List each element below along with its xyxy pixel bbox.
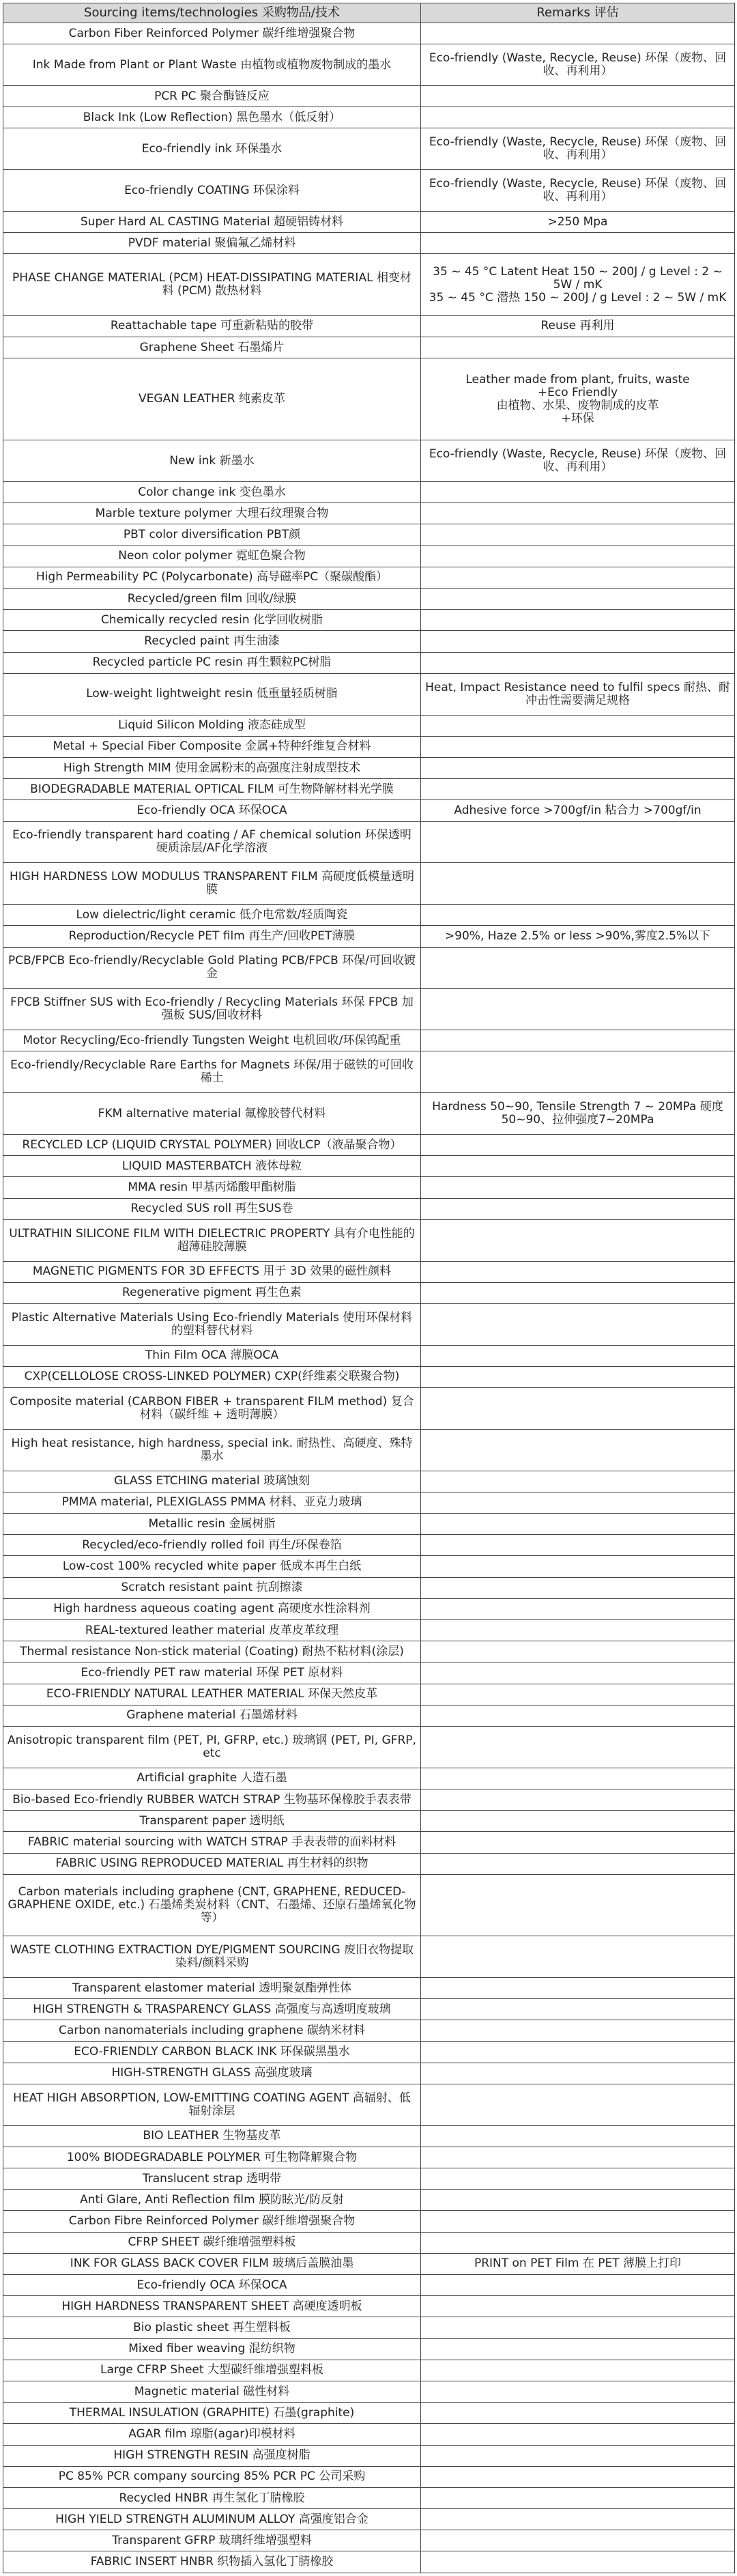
remarks-cell: Heat, Impact Resistance need to fulfil specs 耐热、耐冲击性需要满足规格 [421, 673, 735, 715]
sourcing-item-cell: Low dielectric/light ceramic 低介电常数/轻质陶瓷 [3, 905, 421, 926]
header-sourcing-items: Sourcing items/technologies 采购物品/技术 [3, 3, 421, 23]
table-row [3, 128, 735, 170]
table-row [3, 254, 735, 315]
remarks-cell [421, 1366, 735, 1387]
remarks-cell [421, 2424, 735, 2445]
sourcing-item-cell: HIGH-STRENGTH GLASS 高强度玻璃 [3, 2063, 421, 2084]
remarks-cell: Adhesive force >700gf/in 粘合力 >700gf/in [421, 800, 735, 821]
table-row [3, 1134, 735, 1155]
remarks-cell [421, 1198, 735, 1219]
remarks-cell [421, 482, 735, 503]
remarks-cell [421, 821, 735, 863]
remarks-cell: Eco-friendly (Waste, Recycle, Reuse) 环保（废物、回收、再利用） [421, 170, 735, 212]
table-row [3, 779, 735, 800]
remarks-cell [421, 1768, 735, 1789]
remarks-cell [421, 2338, 735, 2360]
table-row [3, 757, 735, 778]
remarks-cell [421, 589, 735, 610]
sourcing-item-cell: Neon color polymer 霓虹色聚合物 [3, 546, 421, 567]
remarks-cell [421, 2360, 735, 2381]
sourcing-item-cell: Liquid Silicon Molding 液态硅成型 [3, 715, 421, 736]
remarks-cell [421, 1345, 735, 1366]
remarks-cell [421, 1556, 735, 1577]
table-row [3, 2466, 735, 2487]
sourcing-item-cell: WASTE CLOTHING EXTRACTION DYE/PIGMENT SOURCING 废旧衣物提取染料/颜料采购 [3, 1936, 421, 1978]
remarks-cell: >250 Mpa [421, 212, 735, 233]
remarks-cell: 35 ~ 45 °C Latent Heat 150 ~ 200J / g Level : 2 ~ 5W / mK 35 ~ 45 °C 潜热 150 ~ 200J / g Level : 2 ~ 5W / mK [421, 254, 735, 315]
remarks-cell [421, 2147, 735, 2168]
table-row [3, 1198, 735, 1219]
sourcing-item-cell: PCR PC 聚合酶链反应 [3, 86, 421, 107]
sourcing-item-cell: Metal + Special Fiber Composite 金属+特种纤维复合材料 [3, 736, 421, 757]
remarks-cell [421, 1598, 735, 1619]
remarks-cell [421, 1705, 735, 1726]
table-row [3, 2551, 735, 2573]
sourcing-item-cell: INK FOR GLASS BACK COVER FILM 玻璃后盖膜油墨 [3, 2253, 421, 2274]
remarks-cell [421, 2041, 735, 2063]
table-row [3, 2509, 735, 2530]
sourcing-item-cell: MAGNETIC PIGMENTS FOR 3D EFFECTS 用于 3D 效果的磁性颜料 [3, 1261, 421, 1282]
sourcing-item-cell: Black Ink (Low Reflection) 黑色墨水（低反射） [3, 107, 421, 128]
table-row [3, 2445, 735, 2466]
table-row [3, 821, 735, 863]
remarks-cell [421, 233, 735, 254]
sourcing-item-cell: Carbon Fibre Reinforced Polymer 碳纤维增强聚合物 [3, 2211, 421, 2232]
table-row [3, 170, 735, 212]
sourcing-item-cell: ULTRATHIN SILICONE FILM WITH DIELECTRIC PROPERTY 具有介电性能的超薄硅胶薄膜 [3, 1219, 421, 1261]
sourcing-item-cell: VEGAN LEATHER 纯素皮革 [3, 358, 421, 440]
sourcing-table-container [3, 3, 734, 2573]
table-row [3, 1303, 735, 1345]
sourcing-item-cell: High Permeability PC (Polycarbonate) 高导磁率PC（聚碳酸酯） [3, 567, 421, 588]
sourcing-item-cell: FABRIC INSERT HNBR 织物插入氢化丁腈橡胶 [3, 2551, 421, 2573]
table-row [3, 2275, 735, 2296]
table-row [3, 44, 735, 86]
sourcing-item-cell: Thin Film OCA 薄膜OCA [3, 1345, 421, 1366]
table-row [3, 2041, 735, 2063]
remarks-cell [421, 1492, 735, 1513]
remarks-cell [421, 1535, 735, 1556]
sourcing-item-cell: Mixed fiber weaving 混纺织物 [3, 2338, 421, 2360]
table-row [3, 2168, 735, 2190]
sourcing-item-cell: HEAT HIGH ABSORPTION, LOW-EMITTING COATING AGENT 高辐射、低辐射涂层 [3, 2084, 421, 2125]
sourcing-item-cell: Recycled/green film 回收/绿膜 [3, 589, 421, 610]
sourcing-item-cell: Metallic resin 金属树脂 [3, 1514, 421, 1535]
sourcing-item-cell: HIGH STRENGTH & TRASPARENCY GLASS 高强度与高透明度玻璃 [3, 1999, 421, 2020]
remarks-cell [421, 2125, 735, 2147]
remarks-cell [421, 652, 735, 673]
remarks-cell [421, 2211, 735, 2232]
sourcing-item-cell: Transparent elastomer material 透明聚氨酯弹性体 [3, 1977, 421, 1998]
sourcing-item-cell: PMMA material, PLEXIGLASS PMMA 材料、亚克力玻璃 [3, 1492, 421, 1513]
table-row [3, 503, 735, 524]
remarks-cell [421, 86, 735, 107]
table-row [3, 1492, 735, 1513]
remarks-cell [421, 1662, 735, 1684]
remarks-cell [421, 715, 735, 736]
table-row [3, 440, 735, 482]
table-row [3, 1051, 735, 1093]
sourcing-item-cell: Bio plastic sheet 再生塑料板 [3, 2317, 421, 2338]
remarks-cell [421, 2317, 735, 2338]
table-row [3, 1535, 735, 1556]
sourcing-item-cell: Reproduction/Recycle PET film 再生产/回收PET薄膜 [3, 926, 421, 947]
sourcing-item-cell: BIODEGRADABLE MATERIAL OPTICAL FILM 可生物降解材料光学膜 [3, 779, 421, 800]
remarks-cell: Eco-friendly (Waste, Recycle, Reuse) 环保（废物、回收、再利用） [421, 440, 735, 482]
remarks-cell [421, 1641, 735, 1662]
table-row [3, 1768, 735, 1789]
remarks-cell [421, 1789, 735, 1810]
remarks-cell: >90%, Haze 2.5% or less >90%,雾度2.5%以下 [421, 926, 735, 947]
sourcing-item-cell: Eco-friendly transparent hard coating / AF chemical solution 环保透明硬质涂层/AF化学溶液 [3, 821, 421, 863]
table-row [3, 482, 735, 503]
table-row [3, 1832, 735, 1853]
sourcing-item-cell: Ink Made from Plant or Plant Waste 由植物或植物废物制成的墨水 [3, 44, 421, 86]
remarks-cell [421, 1977, 735, 1998]
sourcing-item-cell: Low-cost 100% recycled white paper 低成本再生白纸 [3, 1556, 421, 1577]
sourcing-item-cell: Recycled particle PC resin 再生颗粒PC树脂 [3, 652, 421, 673]
sourcing-item-cell: CFRP SHEET 碳纤维增强塑料板 [3, 2232, 421, 2253]
table-row [3, 315, 735, 337]
sourcing-item-cell: Graphene Sheet 石墨烯片 [3, 337, 421, 358]
sourcing-item-cell: PCB/FPCB Eco-friendly/Recyclable Gold Plating PCB/FPCB 环保/可回收镀金 [3, 947, 421, 989]
remarks-cell [421, 1853, 735, 1874]
table-row [3, 2338, 735, 2360]
sourcing-item-cell: New ink 新墨水 [3, 440, 421, 482]
sourcing-item-cell: Carbon nanomaterials including graphene 碳纳米材料 [3, 2020, 421, 2041]
remarks-cell [421, 2403, 735, 2424]
sourcing-item-cell: Eco-friendly/Recyclable Rare Earths for Magnets 环保/用于磁铁的可回收稀土 [3, 1051, 421, 1093]
sourcing-item-cell: REAL-textured leather material 皮革皮革纹理 [3, 1620, 421, 1641]
sourcing-item-cell: LIQUID MASTERBATCH 液体母粒 [3, 1156, 421, 1177]
table-row [3, 1726, 735, 1768]
remarks-cell [421, 1811, 735, 1832]
header-remarks: Remarks 评估 [421, 3, 735, 23]
remarks-cell [421, 2275, 735, 2296]
table-row [3, 23, 735, 44]
sourcing-item-cell: ECO-FRIENDLY CARBON BLACK INK 环保碳黑墨水 [3, 2041, 421, 2063]
table-row [3, 233, 735, 254]
sourcing-item-cell: Translucent strap 透明带 [3, 2168, 421, 2190]
sourcing-item-cell: GLASS ETCHING material 玻璃蚀刻 [3, 1471, 421, 1492]
table-row [3, 337, 735, 358]
table-row [3, 1977, 735, 1998]
remarks-cell [421, 863, 735, 905]
sourcing-item-cell: Thermal resistance Non-stick material (Coating) 耐热不粘材料(涂层) [3, 1641, 421, 1662]
table-row [3, 2317, 735, 2338]
table-row [3, 2253, 735, 2274]
remarks-cell: Eco-friendly (Waste, Recycle, Reuse) 环保（废物、回收、再利用） [421, 128, 735, 170]
remarks-cell: Hardness 50~90, Tensile Strength 7 ~ 20MPa 硬度50~90、拉伸强度7~20MPa [421, 1093, 735, 1135]
remarks-cell [421, 2445, 735, 2466]
sourcing-item-cell: Low-weight lightweight resin 低重量轻质树脂 [3, 673, 421, 715]
remarks-cell [421, 2020, 735, 2041]
remarks-cell [421, 567, 735, 588]
table-row [3, 2530, 735, 2551]
sourcing-item-cell: AGAR film 琼脂(agar)印模材料 [3, 2424, 421, 2445]
remarks-cell [421, 947, 735, 989]
remarks-cell [421, 1620, 735, 1641]
remarks-cell [421, 2381, 735, 2402]
table-row [3, 610, 735, 631]
sourcing-item-cell: HIGH STRENGTH RESIN 高强度树脂 [3, 2445, 421, 2466]
sourcing-item-cell: Carbon materials including graphene (CNT, GRAPHENE, REDUCED-GRAPHENE OXIDE, etc.) 石墨烯类炭材料（CNT、石墨烯、还原石墨烯氧化物等） [3, 1874, 421, 1936]
sourcing-item-cell: Eco-friendly COATING 环保涂料 [3, 170, 421, 212]
remarks-cell [421, 1177, 735, 1198]
sourcing-item-cell: ECO-FRIENDLY NATURAL LEATHER MATERIAL 环保天然皮革 [3, 1684, 421, 1705]
sourcing-item-cell: FABRIC material sourcing with WATCH STRAP 手表表带的面料材料 [3, 1832, 421, 1853]
table-row [3, 524, 735, 546]
table-row [3, 2063, 735, 2084]
sourcing-item-cell: FPCB Stiffner SUS with Eco-friendly / Recycling Materials 环保 FPCB 加强板 SUS/回收材料 [3, 989, 421, 1030]
remarks-cell [421, 2063, 735, 2084]
sourcing-item-cell: Carbon Fiber Reinforced Polymer 碳纤维增强聚合物 [3, 23, 421, 44]
sourcing-item-cell: Recycled HNBR 再生氢化丁腈橡胶 [3, 2487, 421, 2508]
sourcing-item-cell: Large CFRP Sheet 大型碳纤维增强塑料板 [3, 2360, 421, 2381]
remarks-cell [421, 1030, 735, 1051]
remarks-cell [421, 2296, 735, 2317]
table-row [3, 1514, 735, 1535]
sourcing-item-cell: Anti Glare, Anti Reflection film 膜防眩光/防反射 [3, 2190, 421, 2211]
sourcing-item-cell: Color change ink 变色墨水 [3, 482, 421, 503]
sourcing-item-cell: Eco-friendly PET raw material 环保 PET 原材料 [3, 1662, 421, 1684]
table-row [3, 1999, 735, 2020]
table-row [3, 86, 735, 107]
remarks-cell [421, 1219, 735, 1261]
table-row [3, 715, 735, 736]
table-row [3, 1388, 735, 1430]
table-row [3, 2403, 735, 2424]
remarks-cell [421, 2084, 735, 2125]
sourcing-table [3, 3, 735, 2573]
remarks-cell [421, 1726, 735, 1768]
table-row [3, 2487, 735, 2508]
table-row [3, 1345, 735, 1366]
header-row [3, 3, 735, 23]
remarks-cell: Reuse 再利用 [421, 315, 735, 337]
sourcing-item-cell: THERMAL INSULATION (GRAPHITE) 石墨(graphite) [3, 2403, 421, 2424]
table-row [3, 107, 735, 128]
table-row [3, 546, 735, 567]
sourcing-item-cell: MMA resin 甲基丙烯酸甲酯树脂 [3, 1177, 421, 1198]
remarks-cell [421, 524, 735, 546]
table-row [3, 2232, 735, 2253]
sourcing-item-cell: Regenerative pigment 再生色素 [3, 1282, 421, 1303]
remarks-cell [421, 1156, 735, 1177]
remarks-cell [421, 1577, 735, 1598]
remarks-cell [421, 779, 735, 800]
remarks-cell [421, 23, 735, 44]
table-row [3, 1620, 735, 1641]
table-row [3, 1093, 735, 1135]
remarks-cell [421, 1282, 735, 1303]
remarks-cell [421, 1471, 735, 1492]
table-row [3, 1577, 735, 1598]
remarks-cell [421, 1999, 735, 2020]
remarks-cell [421, 2530, 735, 2551]
table-row [3, 2020, 735, 2041]
table-row [3, 2147, 735, 2168]
sourcing-item-cell: RECYCLED LCP (LIQUID CRYSTAL POLYMER) 回收LCP（液晶聚合物） [3, 1134, 421, 1155]
sourcing-item-cell: Motor Recycling/Eco-friendly Tungsten Weight 电机回收/环保钨配重 [3, 1030, 421, 1051]
remarks-cell: Leather made from plant, fruits, waste +Eco Friendly 由植物、水果、废物制成的皮革 +环保 [421, 358, 735, 440]
table-row [3, 1853, 735, 1874]
table-row [3, 631, 735, 652]
table-row [3, 1641, 735, 1662]
table-row [3, 1282, 735, 1303]
table-row [3, 989, 735, 1030]
sourcing-item-cell: HIGH HARDNESS LOW MODULUS TRANSPARENT FILM 高硬度低模量透明膜 [3, 863, 421, 905]
remarks-cell [421, 989, 735, 1030]
sourcing-item-cell: Chemically recycled resin 化学回收树脂 [3, 610, 421, 631]
sourcing-item-cell: PHASE CHANGE MATERIAL (PCM) HEAT-DISSIPATING MATERIAL 相变材料 (PCM) 散热材料 [3, 254, 421, 315]
remarks-cell [421, 337, 735, 358]
table-row [3, 1598, 735, 1619]
sourcing-item-cell: Composite material (CARBON FIBER + transparent FILM method) 复合材料（碳纤维 + 透明薄膜） [3, 1388, 421, 1430]
sourcing-item-cell: Super Hard AL CASTING Material 超硬铝铸材料 [3, 212, 421, 233]
remarks-cell [421, 1388, 735, 1430]
sourcing-item-cell: FKM alternative material 氟橡胶替代材料 [3, 1093, 421, 1135]
remarks-cell [421, 1429, 735, 1471]
table-row [3, 1156, 735, 1177]
table-row [3, 1219, 735, 1261]
table-row [3, 2125, 735, 2147]
table-row [3, 652, 735, 673]
remarks-cell [421, 1832, 735, 1853]
table-row [3, 736, 735, 757]
table-row [3, 800, 735, 821]
sourcing-item-cell: PBT color diversification PBT颜 [3, 524, 421, 546]
sourcing-item-cell: Eco-friendly OCA 环保OCA [3, 800, 421, 821]
table-row [3, 567, 735, 588]
table-row [3, 1684, 735, 1705]
table-row [3, 2424, 735, 2445]
table-row [3, 1366, 735, 1387]
sourcing-item-cell: Graphene material 石墨烯材料 [3, 1705, 421, 1726]
table-row [3, 212, 735, 233]
sourcing-item-cell: Eco-friendly ink 环保墨水 [3, 128, 421, 170]
remarks-cell [421, 736, 735, 757]
table-row [3, 1261, 735, 1282]
sourcing-item-cell: Reattachable tape 可重新粘贴的胶带 [3, 315, 421, 337]
remarks-cell [421, 546, 735, 567]
remarks-cell [421, 1514, 735, 1535]
table-row [3, 1936, 735, 1978]
sourcing-item-cell: Bio-based Eco-friendly RUBBER WATCH STRAP 生物基环保橡胶手表表带 [3, 1789, 421, 1810]
remarks-cell [421, 631, 735, 652]
sourcing-item-cell: Recycled SUS roll 再生SUS卷 [3, 1198, 421, 1219]
sourcing-item-cell: Anisotropic transparent film (PET, PI, GFRP, etc.) 玻璃钢 (PET, PI, GFRP, etc [3, 1726, 421, 1768]
table-row [3, 1030, 735, 1051]
sourcing-item-cell: HIGH HARDNESS TRANSPARENT SHEET 高硬度透明板 [3, 2296, 421, 2317]
table-row [3, 2381, 735, 2402]
remarks-cell [421, 1874, 735, 1936]
sourcing-item-cell: 100% BIODEGRADABLE POLYMER 可生物降解聚合物 [3, 2147, 421, 2168]
table-row [3, 589, 735, 610]
sourcing-item-cell: Recycled/eco-friendly rolled foil 再生/环保卷箔 [3, 1535, 421, 1556]
remarks-cell [421, 2190, 735, 2211]
table-row [3, 947, 735, 989]
table-row [3, 905, 735, 926]
sourcing-item-cell: Magnetic material 磁性材料 [3, 2381, 421, 2402]
table-row [3, 1471, 735, 1492]
remarks-cell [421, 1684, 735, 1705]
table-header [3, 3, 735, 23]
table-row [3, 2190, 735, 2211]
table-row [3, 1429, 735, 1471]
remarks-cell [421, 2487, 735, 2508]
sourcing-item-cell: HIGH YIELD STRENGTH ALUMINUM ALLOY 高强度铝合金 [3, 2509, 421, 2530]
sourcing-item-cell: Transparent paper 透明纸 [3, 1811, 421, 1832]
table-row [3, 2084, 735, 2125]
sourcing-item-cell: High heat resistance, high hardness, special ink. 耐热性、高硬度、殊特墨水 [3, 1429, 421, 1471]
table-body [3, 23, 735, 2573]
table-row [3, 2296, 735, 2317]
remarks-cell [421, 2466, 735, 2487]
sourcing-item-cell: Recycled paint 再生油漆 [3, 631, 421, 652]
remarks-cell [421, 1303, 735, 1345]
remarks-cell [421, 1936, 735, 1978]
remarks-cell [421, 610, 735, 631]
remarks-cell: PRINT on PET Film 在 PET 薄膜上打印 [421, 2253, 735, 2274]
sourcing-item-cell: PC 85% PCR company sourcing 85% PCR PC 公司采购 [3, 2466, 421, 2487]
remarks-cell [421, 2509, 735, 2530]
table-row [3, 1177, 735, 1198]
sourcing-item-cell: PVDF material 聚偏氟乙烯材料 [3, 233, 421, 254]
table-row [3, 673, 735, 715]
table-row [3, 2360, 735, 2381]
table-row [3, 1705, 735, 1726]
remarks-cell [421, 1261, 735, 1282]
table-row [3, 358, 735, 440]
sourcing-item-cell: Plastic Alternative Materials Using Eco-friendly Materials 使用环保材料的塑料替代材料 [3, 1303, 421, 1345]
table-row [3, 1811, 735, 1832]
sourcing-item-cell: BIO LEATHER 生物基皮革 [3, 2125, 421, 2147]
remarks-cell [421, 2168, 735, 2190]
table-row [3, 1556, 735, 1577]
remarks-cell: Eco-friendly (Waste, Recycle, Reuse) 环保（废物、回收、再利用） [421, 44, 735, 86]
table-row [3, 863, 735, 905]
remarks-cell [421, 1134, 735, 1155]
remarks-cell [421, 905, 735, 926]
sourcing-item-cell: High Strength MIM 使用金属粉末的高强度注射成型技术 [3, 757, 421, 778]
sourcing-item-cell: FABRIC USING REPRODUCED MATERIAL 再生材料的织物 [3, 1853, 421, 1874]
table-row [3, 1662, 735, 1684]
remarks-cell [421, 757, 735, 778]
sourcing-item-cell: Marble texture polymer 大理石纹理聚合物 [3, 503, 421, 524]
sourcing-item-cell: Transparent GFRP 玻璃纤维增强塑料 [3, 2530, 421, 2551]
sourcing-item-cell: CXP(CELLOLOSE CROSS-LINKED POLYMER) CXP(纤维素交联聚合物) [3, 1366, 421, 1387]
sourcing-item-cell: High hardness aqueous coating agent 高硬度水性涂料剂 [3, 1598, 421, 1619]
sourcing-item-cell: Artificial graphite 人造石墨 [3, 1768, 421, 1789]
remarks-cell [421, 1051, 735, 1093]
table-row [3, 2211, 735, 2232]
sourcing-item-cell: Scratch resistant paint 抗刮擦漆 [3, 1577, 421, 1598]
remarks-cell [421, 2551, 735, 2573]
remarks-cell [421, 503, 735, 524]
table-row [3, 926, 735, 947]
remarks-cell [421, 2232, 735, 2253]
sourcing-item-cell: Eco-friendly OCA 环保OCA [3, 2275, 421, 2296]
table-row [3, 1874, 735, 1936]
remarks-cell [421, 107, 735, 128]
table-row [3, 1789, 735, 1810]
